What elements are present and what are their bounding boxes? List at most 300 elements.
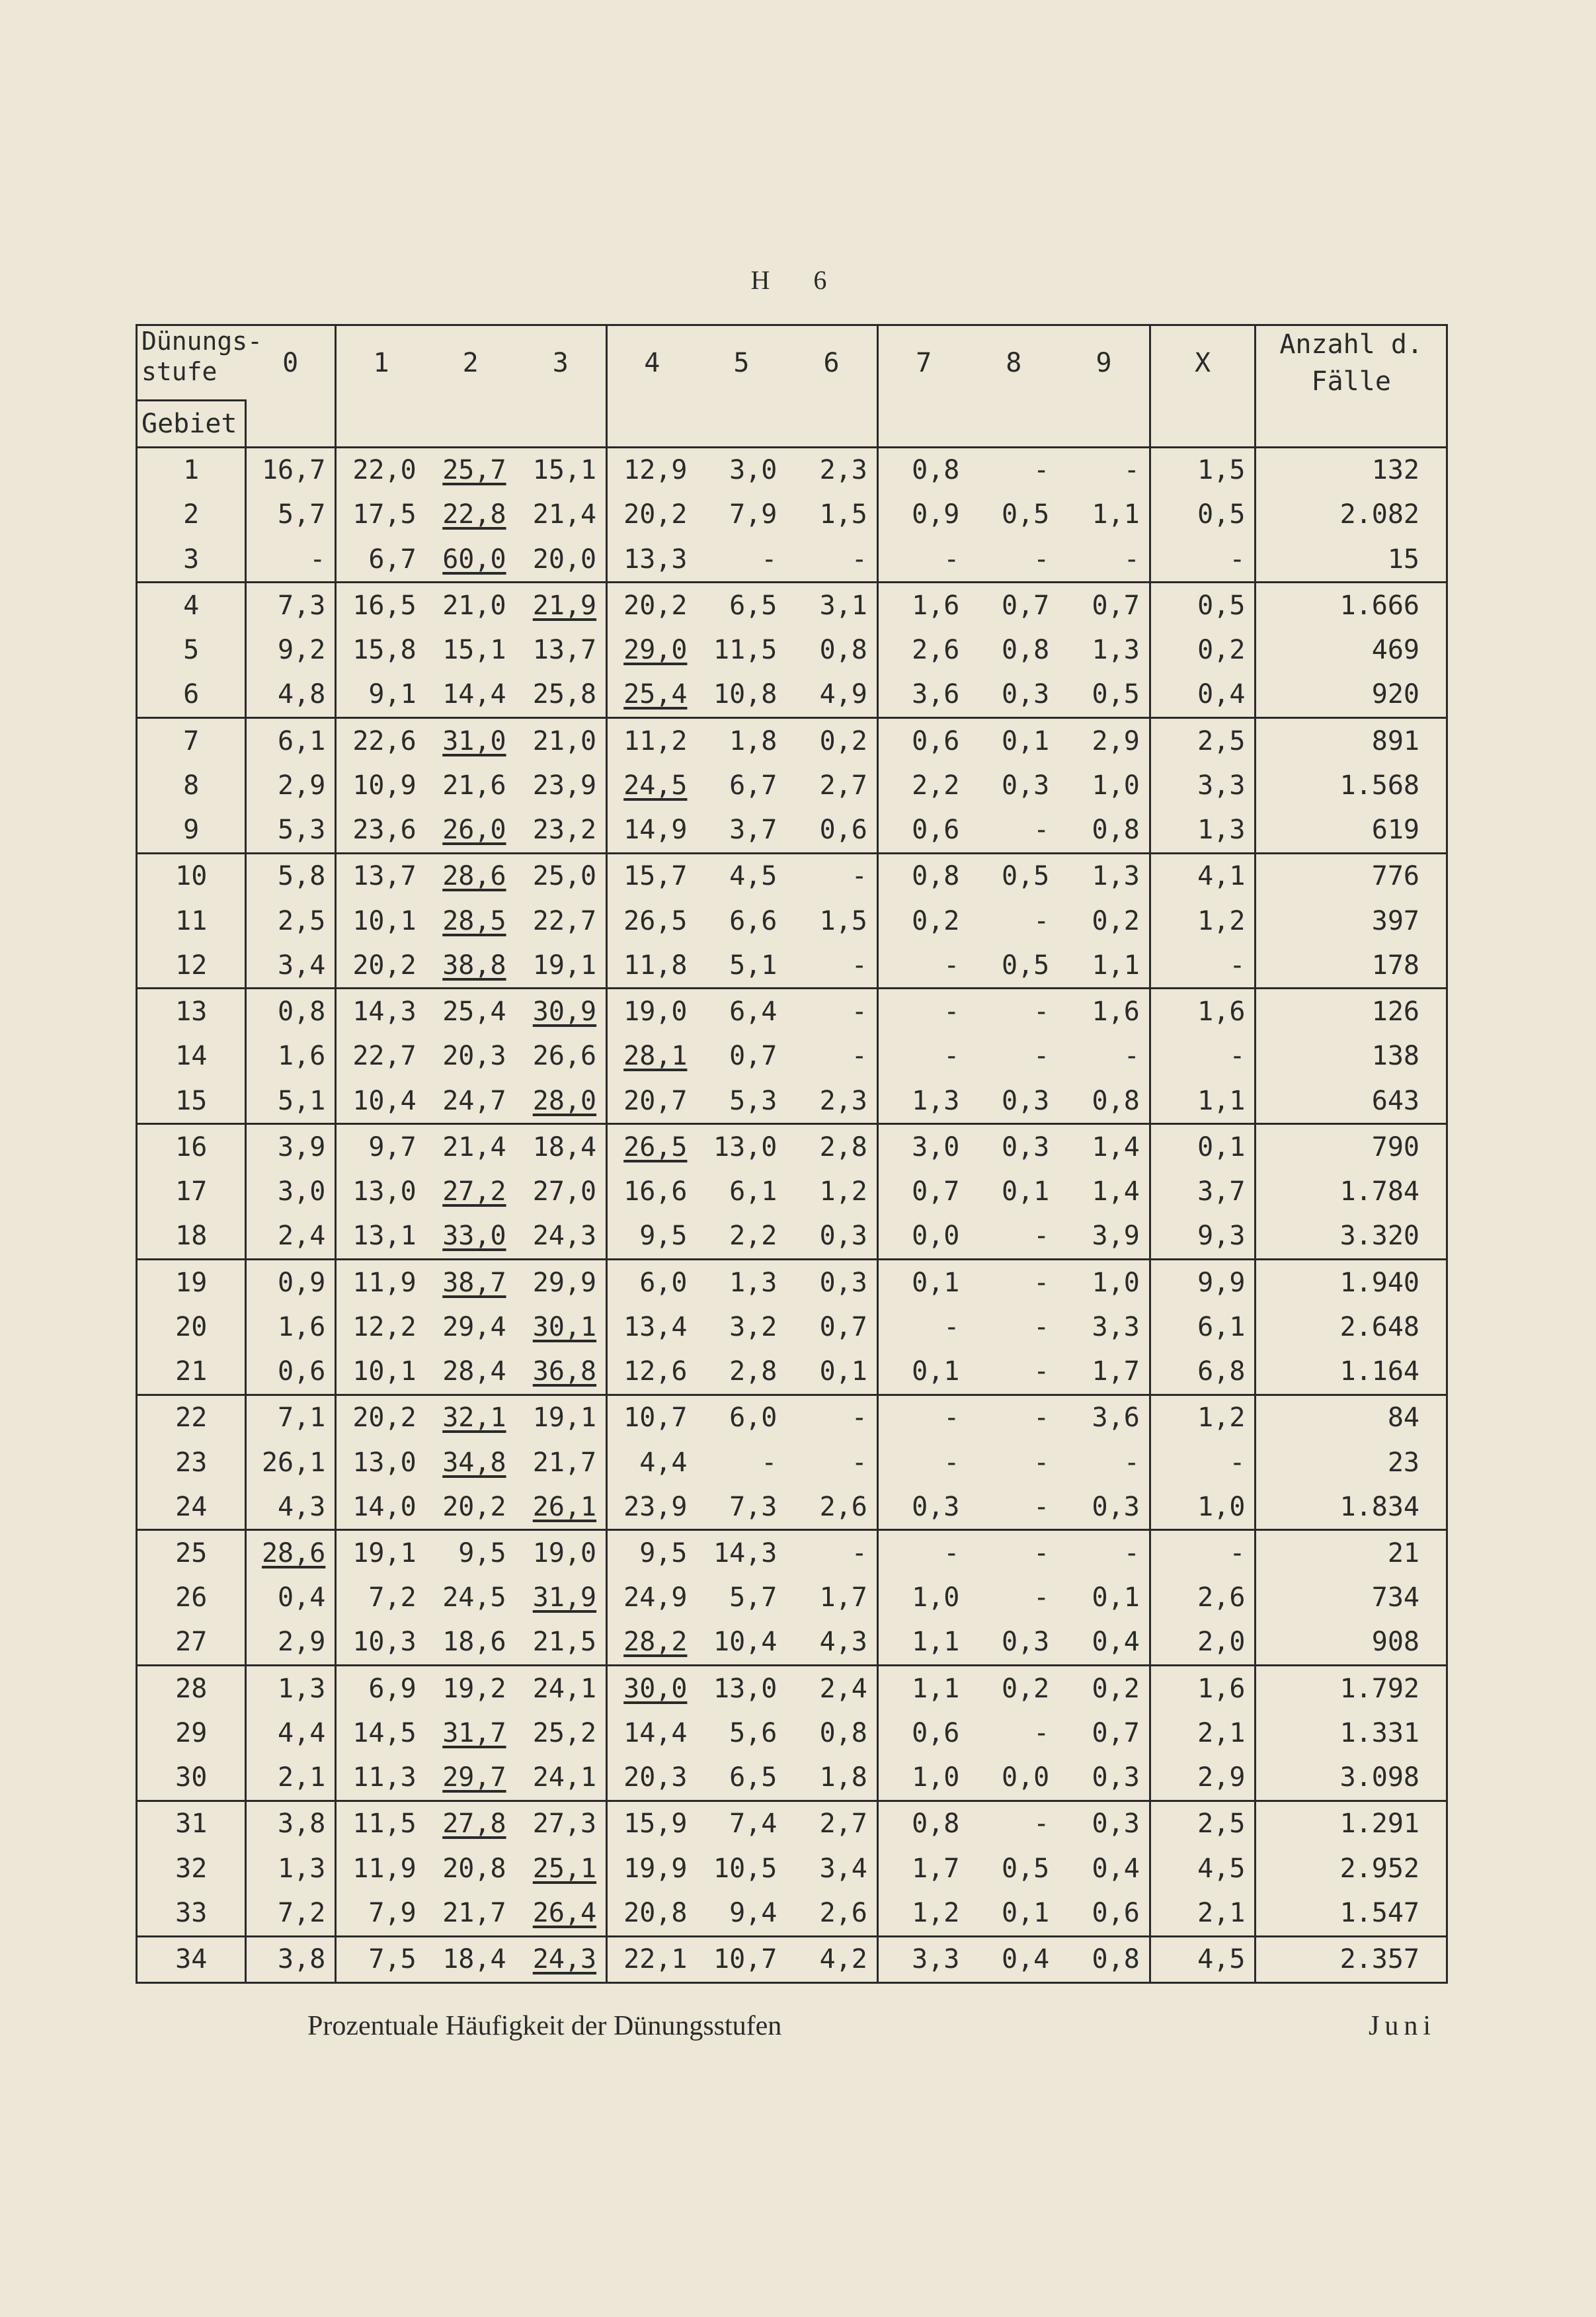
value-cell [516, 1169, 607, 1213]
value-text: - [943, 950, 960, 981]
value-text: 31,0 [442, 725, 506, 756]
value-text: 0,6 [278, 1356, 326, 1387]
value-text: 2,2 [912, 770, 960, 801]
value-cell [336, 717, 426, 763]
value-cell [516, 1214, 607, 1260]
value-cell [426, 537, 516, 583]
value-cell [1058, 1395, 1150, 1440]
value-cell [969, 717, 1058, 763]
value-cell [426, 1259, 516, 1305]
value-text: 0,4 [1092, 1853, 1140, 1884]
value-cell [1150, 1801, 1256, 1846]
value-cell [516, 493, 607, 537]
value-cell [877, 1395, 969, 1440]
value-cell [696, 1305, 786, 1349]
value-cell [1150, 672, 1256, 718]
value-cell [786, 537, 877, 583]
case-count: 643 [1371, 1085, 1419, 1116]
value-text: 19,9 [623, 1853, 688, 1884]
value-cell [336, 1305, 426, 1349]
value-text: 0,6 [912, 1717, 960, 1748]
value-cell [786, 1440, 877, 1484]
value-text: 17,5 [352, 499, 417, 530]
value-text: 0,3 [1002, 770, 1050, 801]
value-cell [969, 1349, 1058, 1395]
table-row [138, 1801, 1446, 1846]
value-text: 9,4 [729, 1897, 778, 1928]
value-cell [516, 1034, 607, 1078]
value-cell [246, 1305, 336, 1349]
value-text: 3,9 [1092, 1221, 1140, 1252]
value-text: 0,6 [912, 725, 960, 756]
value-cell [1058, 763, 1150, 807]
value-cell [246, 1666, 336, 1711]
value-cell [246, 989, 336, 1034]
value-text: 0,1 [1002, 725, 1050, 756]
value-cell [696, 1034, 786, 1078]
value-cell [516, 1259, 607, 1305]
case-count: 2.357 [1256, 1936, 1446, 1982]
value-cell [696, 1936, 786, 1982]
anzahl-header [1256, 326, 1446, 400]
value-cell [336, 1576, 426, 1620]
value-text: 2,5 [278, 905, 326, 936]
value-cell [336, 763, 426, 807]
value-text: 0,5 [1092, 679, 1140, 710]
value-text: 38,7 [442, 1267, 506, 1298]
case-count: 790 [1256, 1124, 1446, 1170]
value-text: 28,6 [442, 861, 506, 892]
value-cell [969, 1034, 1058, 1078]
value-text: 3,9 [278, 1131, 326, 1162]
value-text: 2,4 [278, 1221, 326, 1252]
case-count: 3.098 [1339, 1762, 1419, 1793]
value-text: 2,9 [278, 1627, 326, 1658]
value-text: 21,0 [442, 590, 506, 621]
value-cell [426, 1846, 516, 1890]
value-text: 20,2 [352, 950, 417, 981]
value-cell [607, 1846, 697, 1890]
value-cell [877, 628, 969, 672]
value-cell [246, 1890, 336, 1936]
value-text: 26,1 [532, 1491, 597, 1522]
value-text: 20,2 [442, 1491, 506, 1522]
area-number: 27 [138, 1620, 246, 1666]
value-text: 29,4 [442, 1311, 506, 1342]
value-cell [516, 1576, 607, 1620]
value-cell [969, 1395, 1058, 1440]
value-cell [969, 447, 1058, 493]
value-text: 0,7 [1092, 590, 1140, 621]
value-cell [877, 853, 969, 899]
value-cell [786, 763, 877, 807]
value-text: 1,2 [1197, 905, 1246, 936]
value-cell [786, 1078, 877, 1124]
value-cell [969, 1484, 1058, 1530]
value-cell [426, 717, 516, 763]
value-cell [246, 1756, 336, 1801]
col-header-x: X [1150, 326, 1256, 400]
value-text: 6,8 [1197, 1356, 1246, 1387]
value-text: - [943, 1538, 960, 1568]
value-cell [426, 1305, 516, 1349]
value-cell [516, 1711, 607, 1755]
value-cell [1058, 1890, 1150, 1936]
value-cell [696, 672, 786, 718]
value-text: 1,5 [819, 905, 867, 936]
value-text: 2,8 [819, 1131, 867, 1162]
table-row [138, 1034, 1446, 1078]
table-row [138, 1169, 1446, 1213]
value-cell [246, 1846, 336, 1890]
value-cell [696, 989, 786, 1034]
value-text: 3,7 [1197, 1176, 1246, 1207]
value-text: - [1229, 1538, 1246, 1568]
table-row [138, 1259, 1446, 1305]
value-text: - [943, 1447, 960, 1478]
value-text: 0,2 [912, 905, 960, 936]
value-cell [1058, 1801, 1150, 1846]
value-text: 3,8 [278, 1944, 326, 1975]
table-row [138, 1711, 1446, 1755]
value-text: - [943, 1402, 960, 1434]
table-row [138, 807, 1446, 853]
value-cell [516, 447, 607, 493]
value-cell [1058, 1305, 1150, 1349]
area-number: 3 [138, 537, 246, 583]
value-cell [426, 1936, 516, 1982]
area-number: 14 [138, 1034, 246, 1078]
value-cell [607, 447, 697, 493]
value-text: 15,7 [623, 861, 688, 892]
value-text: 0,3 [912, 1491, 960, 1522]
value-cell [1150, 1666, 1256, 1711]
value-cell [516, 1349, 607, 1395]
value-text: 6,1 [278, 725, 326, 756]
value-text: 20,2 [352, 1402, 417, 1434]
value-cell [246, 763, 336, 807]
value-text: 0,1 [1092, 1582, 1140, 1613]
area-number: 17 [138, 1169, 246, 1213]
value-text: 24,3 [532, 1944, 597, 1975]
value-cell [969, 628, 1058, 672]
value-cell [336, 807, 426, 853]
value-cell [1058, 853, 1150, 899]
value-text: 23,2 [532, 815, 597, 846]
col-header-0: 0 [246, 326, 336, 400]
value-text: 16,6 [623, 1176, 688, 1207]
value-cell [426, 1576, 516, 1620]
value-cell [336, 1034, 426, 1078]
value-text: 0,8 [278, 996, 326, 1028]
value-text: 0,3 [1002, 1627, 1050, 1658]
value-text: 7,3 [729, 1491, 778, 1522]
case-count: 619 [1371, 815, 1419, 846]
value-cell [786, 1711, 877, 1755]
value-cell [246, 1169, 336, 1213]
value-cell [1058, 1711, 1150, 1755]
value-cell [516, 1484, 607, 1530]
value-cell [607, 899, 697, 943]
table-row [138, 1440, 1446, 1484]
case-count: 84 [1256, 1395, 1446, 1440]
value-text: 9,9 [1197, 1267, 1246, 1298]
value-cell [877, 493, 969, 537]
value-cell [336, 447, 426, 493]
value-text: 14,3 [352, 996, 417, 1028]
value-cell [696, 717, 786, 763]
value-cell [1150, 1305, 1256, 1349]
value-text: 3,6 [1092, 1402, 1140, 1434]
value-cell [336, 1711, 426, 1755]
value-cell [246, 672, 336, 718]
value-text: 13,1 [352, 1221, 417, 1252]
col-header-7: 7 [916, 348, 932, 378]
value-cell [696, 1124, 786, 1170]
value-text: 0,5 [1002, 499, 1050, 530]
table-row [138, 989, 1446, 1034]
table-row [138, 537, 1446, 583]
value-text: 22,7 [352, 1041, 417, 1072]
value-text: 11,8 [623, 950, 688, 981]
value-cell [426, 447, 516, 493]
value-text: 14,5 [352, 1717, 417, 1748]
value-cell [607, 672, 697, 718]
value-cell [246, 1440, 336, 1484]
value-text: 2,3 [819, 455, 867, 486]
value-text: 26,0 [442, 815, 506, 846]
value-text: 0,3 [1092, 1809, 1140, 1840]
value-text: 0,0 [912, 1221, 960, 1252]
value-text: 30,0 [623, 1673, 688, 1704]
frequency-table-frame [136, 324, 1448, 1984]
value-text: 9,7 [368, 1131, 417, 1162]
table-row [138, 1214, 1446, 1260]
table-row [138, 672, 1446, 718]
value-cell [696, 1440, 786, 1484]
area-number: 32 [138, 1846, 246, 1890]
value-cell [786, 1214, 877, 1260]
value-text: 28,1 [623, 1041, 688, 1072]
value-cell [1150, 899, 1256, 943]
value-text: 10,7 [713, 1944, 778, 1975]
value-text: 0,3 [819, 1221, 867, 1252]
value-cell [336, 1756, 426, 1801]
value-text: 0,8 [1002, 635, 1050, 666]
table-caption: Prozentuale Häufigkeit der Dünungsstufen [307, 2011, 782, 2041]
table-row [138, 943, 1446, 989]
value-text: 26,4 [532, 1897, 597, 1928]
col-header-5: 5 [733, 348, 750, 378]
value-cell [607, 1259, 697, 1305]
value-cell [1150, 1936, 1256, 1982]
value-text: - [851, 1402, 867, 1434]
value-text: 27,0 [532, 1176, 597, 1207]
dunungsstufe-header: Dünungs- stufe [141, 327, 263, 386]
value-cell [426, 1078, 516, 1124]
value-text: 4,2 [819, 1944, 867, 1975]
value-text: 3,0 [729, 455, 778, 486]
value-cell [1058, 628, 1150, 672]
area-number: 13 [138, 989, 246, 1034]
area-number: 34 [138, 1936, 246, 1982]
case-count: 178 [1371, 950, 1419, 981]
area-number: 15 [138, 1078, 246, 1124]
value-text: 2,0 [1197, 1627, 1246, 1658]
value-cell [1150, 1576, 1256, 1620]
case-count: 3.320 [1339, 1221, 1419, 1252]
value-cell [696, 1666, 786, 1711]
value-cell [336, 899, 426, 943]
value-text: 2,6 [819, 1491, 867, 1522]
value-cell [1150, 493, 1256, 537]
value-cell [877, 1259, 969, 1305]
area-number: 19 [138, 1259, 246, 1305]
value-cell [877, 672, 969, 718]
value-cell [516, 537, 607, 583]
value-text: 38,8 [442, 950, 506, 981]
value-cell [336, 1666, 426, 1711]
value-text: 0,6 [1092, 1897, 1140, 1928]
area-number: 9 [138, 807, 246, 853]
value-text: 22,0 [352, 455, 417, 486]
value-text: 4,9 [819, 679, 867, 710]
value-cell [877, 1576, 969, 1620]
value-cell [877, 1349, 969, 1395]
value-text: 1,8 [729, 725, 778, 756]
value-cell [1058, 583, 1150, 628]
value-cell [1058, 537, 1150, 583]
value-cell [696, 583, 786, 628]
value-cell [246, 537, 336, 583]
table-row [138, 628, 1446, 672]
value-cell [1150, 1078, 1256, 1124]
value-cell [516, 899, 607, 943]
value-cell [969, 853, 1058, 899]
value-cell [786, 1846, 877, 1890]
value-text: - [1229, 544, 1246, 575]
value-cell [1058, 717, 1150, 763]
value-text: 22,6 [352, 725, 417, 756]
value-cell [426, 672, 516, 718]
value-cell [877, 1078, 969, 1124]
value-text: - [761, 544, 778, 575]
value-text: 36,8 [532, 1356, 597, 1387]
area-number: 21 [138, 1349, 246, 1395]
value-cell [969, 1440, 1058, 1484]
value-cell [426, 1530, 516, 1576]
value-cell [607, 493, 697, 537]
value-text: 0,3 [1002, 1085, 1050, 1116]
value-cell [246, 583, 336, 628]
value-cell [426, 899, 516, 943]
value-cell [696, 1620, 786, 1666]
value-text: 27,2 [442, 1176, 506, 1207]
value-cell [426, 763, 516, 807]
value-cell [336, 1936, 426, 1982]
value-text: - [1033, 815, 1050, 846]
value-cell [1058, 1484, 1150, 1530]
value-text: 31,9 [532, 1582, 597, 1613]
value-text: 24,9 [623, 1582, 688, 1613]
value-cell [516, 628, 607, 672]
value-text: 14,3 [713, 1538, 778, 1568]
value-cell [516, 583, 607, 628]
value-text: 1,6 [912, 590, 960, 621]
value-cell [786, 1620, 877, 1666]
value-text: 7,9 [368, 1897, 417, 1928]
value-cell [969, 989, 1058, 1034]
value-text: - [1033, 1041, 1050, 1072]
value-text: 2,7 [819, 1809, 867, 1840]
value-cell [786, 807, 877, 853]
value-cell [969, 493, 1058, 537]
value-cell [696, 1349, 786, 1395]
case-count: 734 [1371, 1582, 1419, 1613]
value-text: - [1033, 455, 1050, 486]
value-cell [336, 1801, 426, 1846]
value-text: 14,9 [623, 815, 688, 846]
col-header-1: 1 [373, 348, 389, 378]
value-text: - [943, 1041, 960, 1072]
value-cell [426, 989, 516, 1034]
value-text: 0,5 [1197, 590, 1246, 621]
case-count: 397 [1371, 905, 1419, 936]
value-cell [607, 1711, 697, 1755]
value-text: - [1033, 1356, 1050, 1387]
value-text: 0,8 [1092, 1944, 1140, 1975]
value-cell [877, 943, 969, 989]
case-count: 469 [1371, 635, 1419, 666]
area-number: 33 [138, 1890, 246, 1936]
value-cell [877, 1440, 969, 1484]
value-cell [969, 763, 1058, 807]
value-cell [426, 493, 516, 537]
value-text: 2,2 [729, 1221, 778, 1252]
value-text: 33,0 [442, 1221, 506, 1252]
value-cell [426, 1711, 516, 1755]
value-text: 22,8 [442, 499, 506, 530]
value-cell [607, 1756, 697, 1801]
value-cell [336, 628, 426, 672]
value-text: 10,3 [352, 1627, 417, 1658]
value-cell [786, 447, 877, 493]
value-text: 6,0 [729, 1402, 778, 1434]
value-text: 0,8 [912, 861, 960, 892]
value-cell [696, 1259, 786, 1305]
value-text: 15,1 [442, 635, 506, 666]
value-cell [1058, 807, 1150, 853]
value-cell [336, 1395, 426, 1440]
value-cell [696, 628, 786, 672]
value-text: 23,9 [532, 770, 597, 801]
case-count: 1.666 [1256, 583, 1446, 628]
area-number: 23 [138, 1440, 246, 1484]
value-text: 1,7 [1092, 1356, 1140, 1387]
value-cell [877, 537, 969, 583]
value-cell [246, 899, 336, 943]
value-text: 2,6 [912, 635, 960, 666]
value-cell [786, 1124, 877, 1170]
value-cell [336, 1890, 426, 1936]
value-text: 29,7 [442, 1762, 506, 1793]
value-cell [696, 1890, 786, 1936]
value-text: - [1123, 1538, 1140, 1568]
value-cell [426, 943, 516, 989]
value-text: 2,5 [1197, 1809, 1246, 1840]
area-number: 12 [138, 943, 246, 989]
value-text: 6,6 [729, 905, 778, 936]
